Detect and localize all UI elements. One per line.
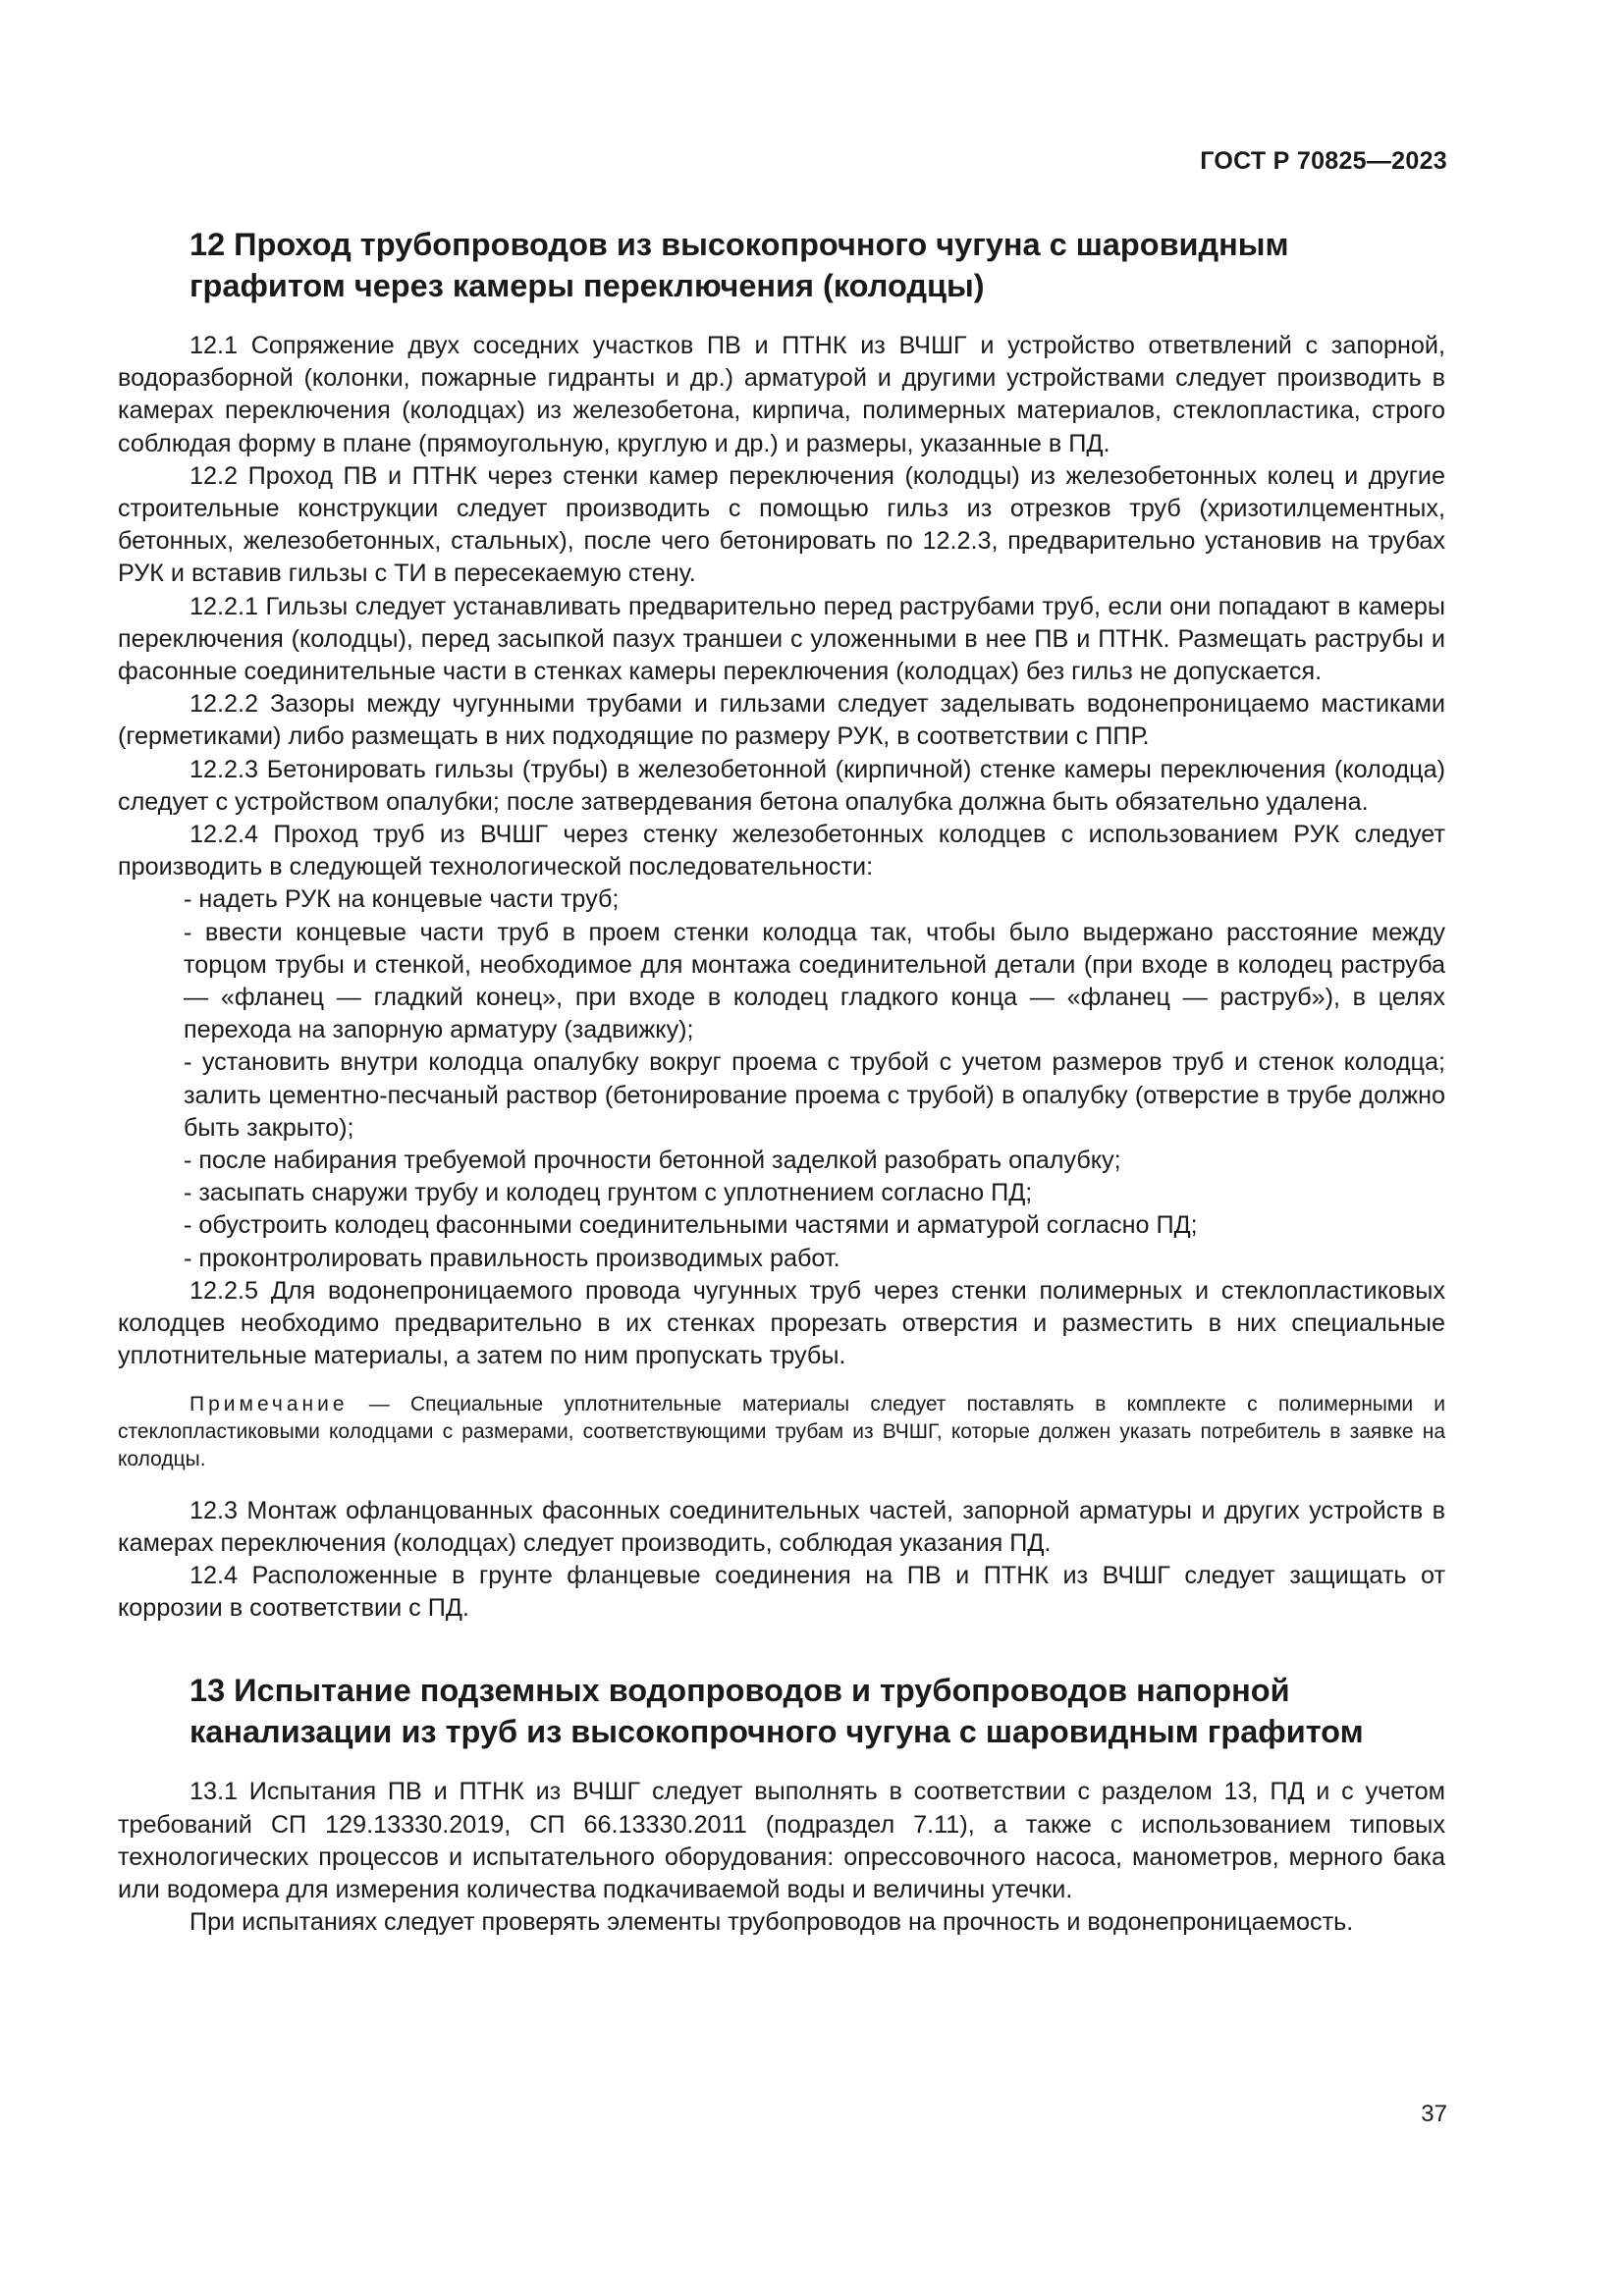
- paragraph-12-2-2: 12.2.2 Зазоры между чугунными трубами и гильзами следует заделывать водонепроницаемо мастиками (герметиками) либо размещать в них подходящие по размеру РУК, в соответствии с ППР.: [118, 690, 1445, 751]
- note-text: — Специальные уплотнительные материалы следует поставлять в комплекте с полимерными и стеклопластиковыми колодцами с размерами, соответствующими трубам из ВЧШГ, которые должен указать потребитель в заявке на колодцы.: [118, 1392, 1445, 1470]
- paragraph-12-3: 12.3 Монтаж офланцованных фасонных соединительных частей, запорной арматуры и других устройств в камерах переключения (колодцах) следует производить, соблюдая указания ПД.: [118, 1496, 1445, 1557]
- paragraph-12-2-1: 12.2.1 Гильзы следует устанавливать предварительно перед раструбами труб, если они попадают в камеры переключения (колодцы), перед засыпкой пазух траншеи с уложенными в нее ПВ и ПТНК. Размещать раструбы и фасонные соединительные части в стенках камеры переключения (колодцах) без гильз не допускается.: [118, 592, 1445, 686]
- page-number: 37: [1421, 2101, 1447, 2127]
- list-item: - после набирания требуемой прочности бетонной заделкой разобрать опалубку;: [184, 1147, 1121, 1175]
- page-body: [118, 224, 1445, 1939]
- note: [118, 1391, 1445, 1473]
- paragraph-12-2-5: 12.2.5 Для водонепроницаемого провода чугунных труб через стенки полимерных и стеклопластиковых колодцев необходимо предварительно в их стенках прорезать отверстия и разместить в них специальные уплотнительные материалы, а затем по ним пропускать трубы.: [118, 1276, 1445, 1370]
- paragraph-12-2: 12.2 Проход ПВ и ПТНК через стенки камер переключения (колодцы) из железобетонных колец и другие строительные конструкции следует производить с помощью гильз из отрезков труб (хризотилцементных, бетонных, железобетонных, стальных), после чего бетонировать по 12.2.3, предварительно установив на трубах РУК и вставив гильзы с ТИ в пересекаемую стену.: [118, 461, 1445, 588]
- list-item: - надеть РУК на концевые части труб;: [184, 885, 620, 914]
- paragraph-12-4: 12.4 Расположенные в грунте фланцевые соединения на ПВ и ПТНК из ВЧШГ следует защищать от коррозии в соответствии с ПД.: [118, 1561, 1445, 1623]
- paragraph-12-1: 12.1 Сопряжение двух соседних участков ПВ и ПТНК из ВЧШГ и устройство ответвлений с запорной, водоразборной (колонки, пожарные гидранты и др.) арматурой и другими устройствами следует производить в камерах переключения (колодцах) из железобетона, кирпича, полимерных материалов, стеклопластика, строго соблюдая форму в плане (прямоугольную, круглую и др.) и размеры, указанные в ПД.: [118, 332, 1445, 457]
- list-item: - засыпать снаружи трубу и колодец грунтом с уплотнением согласно ПД;: [184, 1179, 1033, 1207]
- list-item: - ввести концевые части труб в проем стенки колодца так, чтобы было выдержано расстояние между торцом трубы и стенкой, необходимое для монтажа соединительной детали (при входе в колодец раструба — «фланец — гладкий конец», при входе в колодец гладкого конца — «фланец — раструб»), в целях перехода на запорную арматуру (задвижку);: [184, 918, 1445, 1044]
- section-12-heading: 12 Проход трубопроводов из высокопрочного чугуна с шаровидным графитом через камеры переключения (колодцы): [189, 227, 1289, 303]
- note-label: Примечание: [189, 1392, 349, 1415]
- document-code: ГОСТ Р 70825—2023: [1200, 147, 1447, 175]
- paragraph-13-1-continued: При испытаниях следует проверять элементы трубопроводов на прочность и водонепроницаемость.: [189, 1908, 1354, 1937]
- paragraph-13-1: 13.1 Испытания ПВ и ПТНК из ВЧШГ следует выполнять в соответствии с разделом 13, ПД и с учетом требований СП 129.13330.2019, СП 66.13330.2011 (подраздел 7.11), а также с использованием типовых технологических процессов и испытательного оборудования: опрессовочного насоса, манометров, мерного бака или водомера для измерения количества подкачиваемой воды и величины утечки.: [118, 1778, 1445, 1903]
- list-item: - обустроить колодец фасонными соединительными частями и арматурой согласно ПД;: [184, 1211, 1198, 1240]
- section-13-heading: 13 Испытание подземных водопроводов и трубопроводов напорной канализации из труб из высокопрочного чугуна с шаровидным графитом: [189, 1673, 1364, 1750]
- paragraph-12-2-4: 12.2.4 Проход труб из ВЧШГ через стенку железобетонных колодцев с использованием РУК следует производить в следующей технологической последовательности:: [118, 821, 1445, 881]
- list-item: - проконтролировать правильность производимых работ.: [184, 1244, 840, 1272]
- list-item: - установить внутри колодца опалубку вокруг проема с трубой с учетом размеров труб и стенок колодца; залить цементно-песчаный раствор (бетонирование проема с трубой) в опалубку (отверстие в трубе должно быть закрыто);: [184, 1048, 1445, 1142]
- paragraph-12-2-3: 12.2.3 Бетонировать гильзы (трубы) в железобетонной (кирпичной) стенке камеры переключения (колодца) следует с устройством опалубки; после затвердевания бетона опалубка должна быть обязательно удалена.: [118, 755, 1445, 816]
